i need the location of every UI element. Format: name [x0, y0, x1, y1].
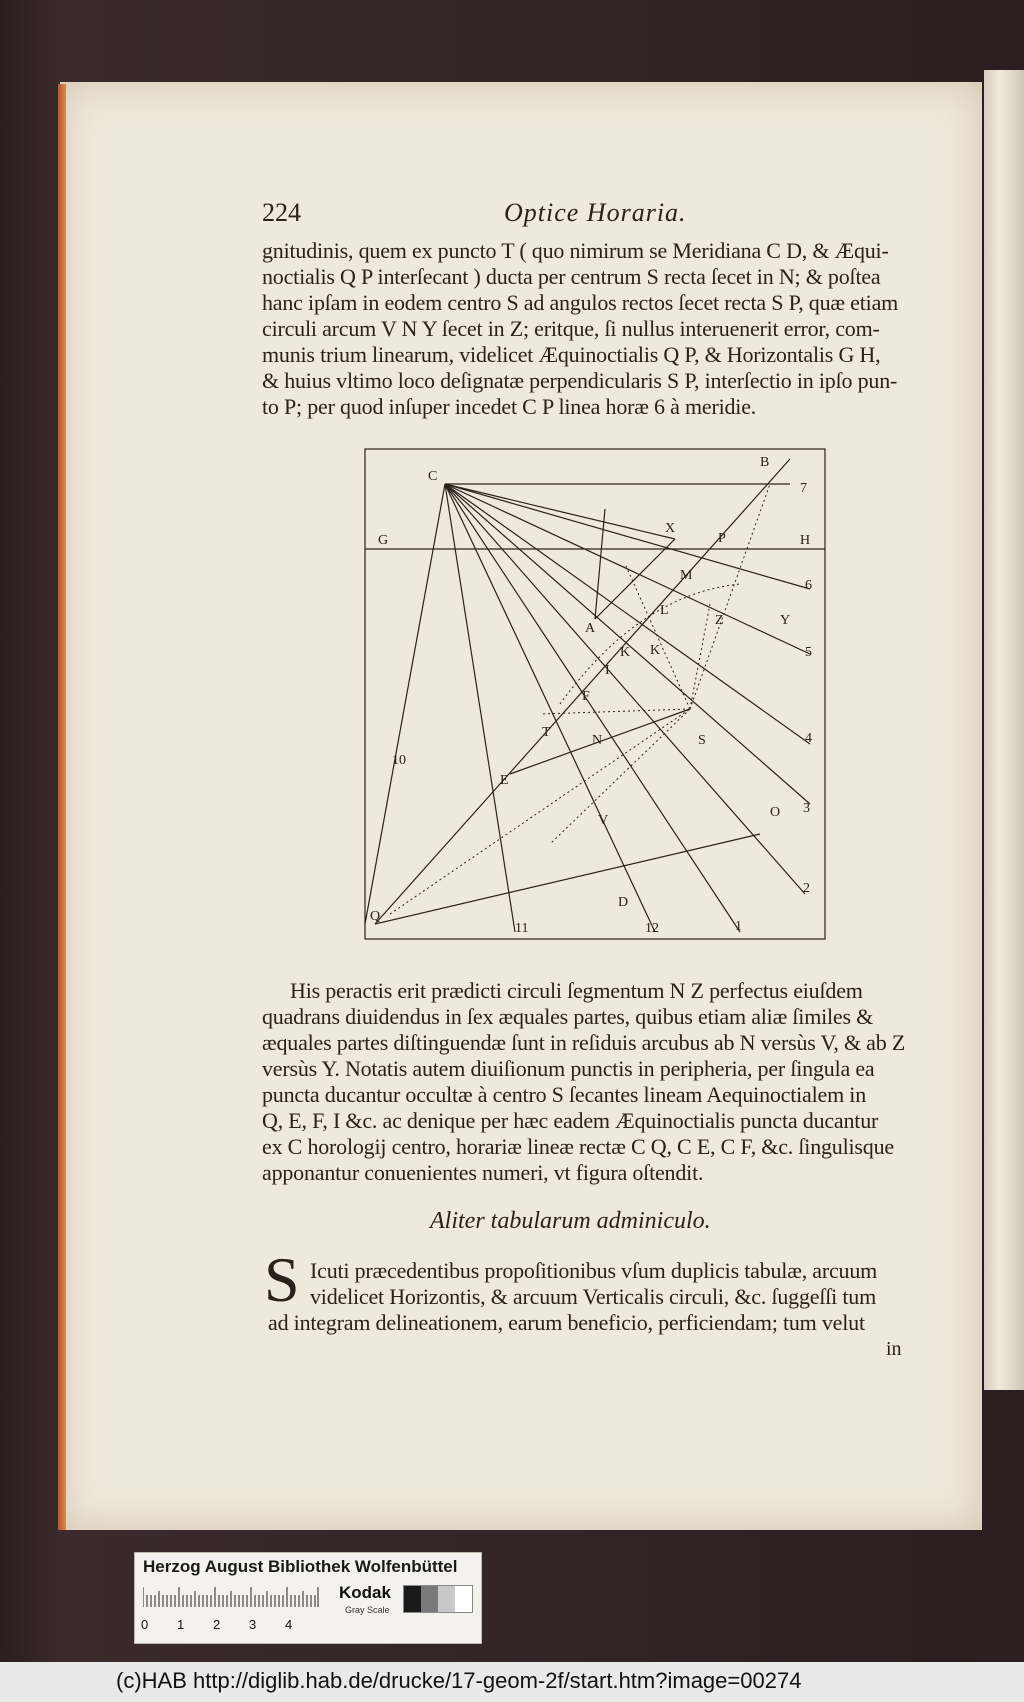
label-g: G [378, 533, 389, 548]
hour-line-4 [445, 484, 810, 744]
label-v: V [598, 813, 609, 828]
text-line: quadrans diuidendus in ſex æquales partes, quibus etiam aliæ ſimiles & [262, 1004, 874, 1029]
copyright-caption: (c)HAB http://diglib.hab.de/drucke/17-geom-2f/start.htm?image=00274 [116, 1668, 802, 1693]
drop-cap: S [264, 1244, 300, 1315]
label-hour-10: 10 [392, 753, 406, 768]
hour-line-10 [365, 484, 445, 924]
label-l: L [660, 603, 669, 618]
text-line: puncta ducantur occultæ à centro S ſecantes lineam Aequinoctialem in [262, 1082, 867, 1107]
text-line: Q, E, F, I &c. ac denique per hæc eadem Æquinoctialis puncta ducantur [262, 1108, 879, 1133]
line-a [595, 509, 605, 619]
label-hour-2: 2 [803, 881, 810, 896]
label-n: N [592, 733, 603, 748]
gray-swatch [438, 1586, 455, 1612]
line-q-o [375, 834, 760, 924]
label-hour-7: 7 [800, 481, 807, 496]
ruler-number: 2 [213, 1617, 221, 1632]
label-i: I [605, 663, 610, 678]
label-x: X [665, 521, 676, 536]
page-number: 224 [262, 198, 301, 227]
gray-scale-text: Gray Scale [345, 1605, 390, 1615]
label-hour-11: 11 [515, 921, 529, 936]
text-line: apponantur conuenientes numeri, vt figura oſtendit. [262, 1160, 704, 1185]
label-hour-3: 3 [803, 801, 810, 816]
label-hour-6: 6 [805, 578, 812, 593]
dotted-s-m [625, 564, 690, 709]
text-line: ad integram delineationem, earum beneficio, perficiendam; tum velut [268, 1310, 865, 1335]
catchword: in [886, 1338, 902, 1360]
section-subheading: Aliter tabularum adminiculo. [430, 1208, 711, 1234]
label-t: T [542, 725, 551, 740]
text-line: ex C horologij centro, horariæ lineæ rectæ C Q, C E, C F, &c. ſingulisque [262, 1134, 894, 1159]
kodak-brand: Kodak [339, 1583, 391, 1602]
label-o: O [770, 805, 781, 820]
label-m: M [680, 568, 693, 583]
sundial-diagram [360, 444, 830, 944]
diagram-frame [365, 449, 825, 939]
text-line: æquales partes diſtinguendæ ſunt in reſiduis arcubus ab N versùs V, & ab Z [262, 1030, 906, 1055]
label-hour-5: 5 [805, 645, 812, 660]
label-y: Y [780, 613, 791, 628]
gray-swatch [404, 1586, 421, 1612]
label-k: K [650, 643, 661, 658]
text-line: hanc ipſam in eodem centro S ad angulos rectos ſecet recta S P, quæ etiam [262, 290, 899, 315]
gray-scale-swatches [403, 1585, 473, 1613]
label-hour-4: 4 [805, 731, 812, 746]
hour-line-5 [445, 484, 810, 654]
label-p: P [718, 531, 726, 546]
label-h: H [800, 533, 811, 548]
text-line: & huius vltimo loco deſignatæ perpendicularis S P, interſectio in ipſo pun- [262, 368, 898, 393]
label-q: Q [370, 909, 381, 924]
library-name: Herzog August Bibliothek Wolfenbüttel [143, 1557, 458, 1576]
label-z: Z [715, 613, 724, 628]
label-e: E [500, 773, 509, 788]
dotted-s-z [690, 604, 710, 709]
label-hour-1: 1 [735, 919, 742, 934]
label-b: B [760, 455, 770, 470]
next-page-edge [984, 70, 1024, 1390]
running-head [262, 198, 922, 228]
ruler-number: 1 [177, 1617, 185, 1632]
text-line: to P; per quod inſuper incedet C P linea horæ 6 à meridie. [262, 394, 757, 419]
page-red-edge [58, 84, 66, 1530]
hour-line-1 [445, 484, 740, 932]
text-line: His peractis erit prædicti circuli ſegmentum N Z perfectus eiuſdem [290, 978, 863, 1003]
label-d: D [618, 895, 629, 910]
label-s: S [698, 733, 706, 748]
library-label [134, 1552, 482, 1644]
dotted-s-7 [690, 484, 770, 709]
label-hour-12: 12 [645, 921, 659, 936]
text-line: videlicet Horizontis, & arcuum Verticalis circuli, &c. ſuggeſſi tum [310, 1284, 876, 1309]
text-line: versùs Y. Notatis autem diuiſionum punctis in peripheria, per ſingula ea [262, 1056, 875, 1081]
ruler-number: 3 [249, 1617, 257, 1632]
text-line: circuli arcum V N Y ſecet in Z; eritque, ſi nullus interuenerit error, com- [262, 316, 880, 341]
label-k: K [620, 645, 631, 660]
line-cx [445, 484, 675, 539]
label-a: A [585, 621, 596, 636]
hour-line-6 [445, 484, 810, 589]
label-c: C [428, 469, 438, 484]
gray-swatch [455, 1586, 472, 1612]
ruler [143, 1587, 319, 1607]
page-title: Optice Horaria. [504, 198, 687, 227]
label-f: F [582, 689, 590, 704]
hour-line-3 [445, 484, 810, 804]
hour-line-12 [445, 484, 655, 932]
gray-swatch [421, 1586, 438, 1612]
text-line: Icuti præcedentibus propoſitionibus vſum duplicis tabulæ, arcuum [310, 1258, 878, 1283]
ruler-number: 4 [285, 1617, 293, 1632]
ruler-number: 0 [141, 1617, 149, 1632]
caption-bar [0, 1662, 1024, 1702]
text-line: gnitudinis, quem ex puncto T ( quo nimirum se Meridiana C D, & Æqui- [262, 238, 889, 263]
text-line: munis trium linearum, videlicet Æquinoctialis Q P, & Horizontalis G H, [262, 342, 881, 367]
text-line: noctialis Q P interſecant ) ducta per centrum S recta ſecet in N; & poſtea [262, 264, 881, 289]
